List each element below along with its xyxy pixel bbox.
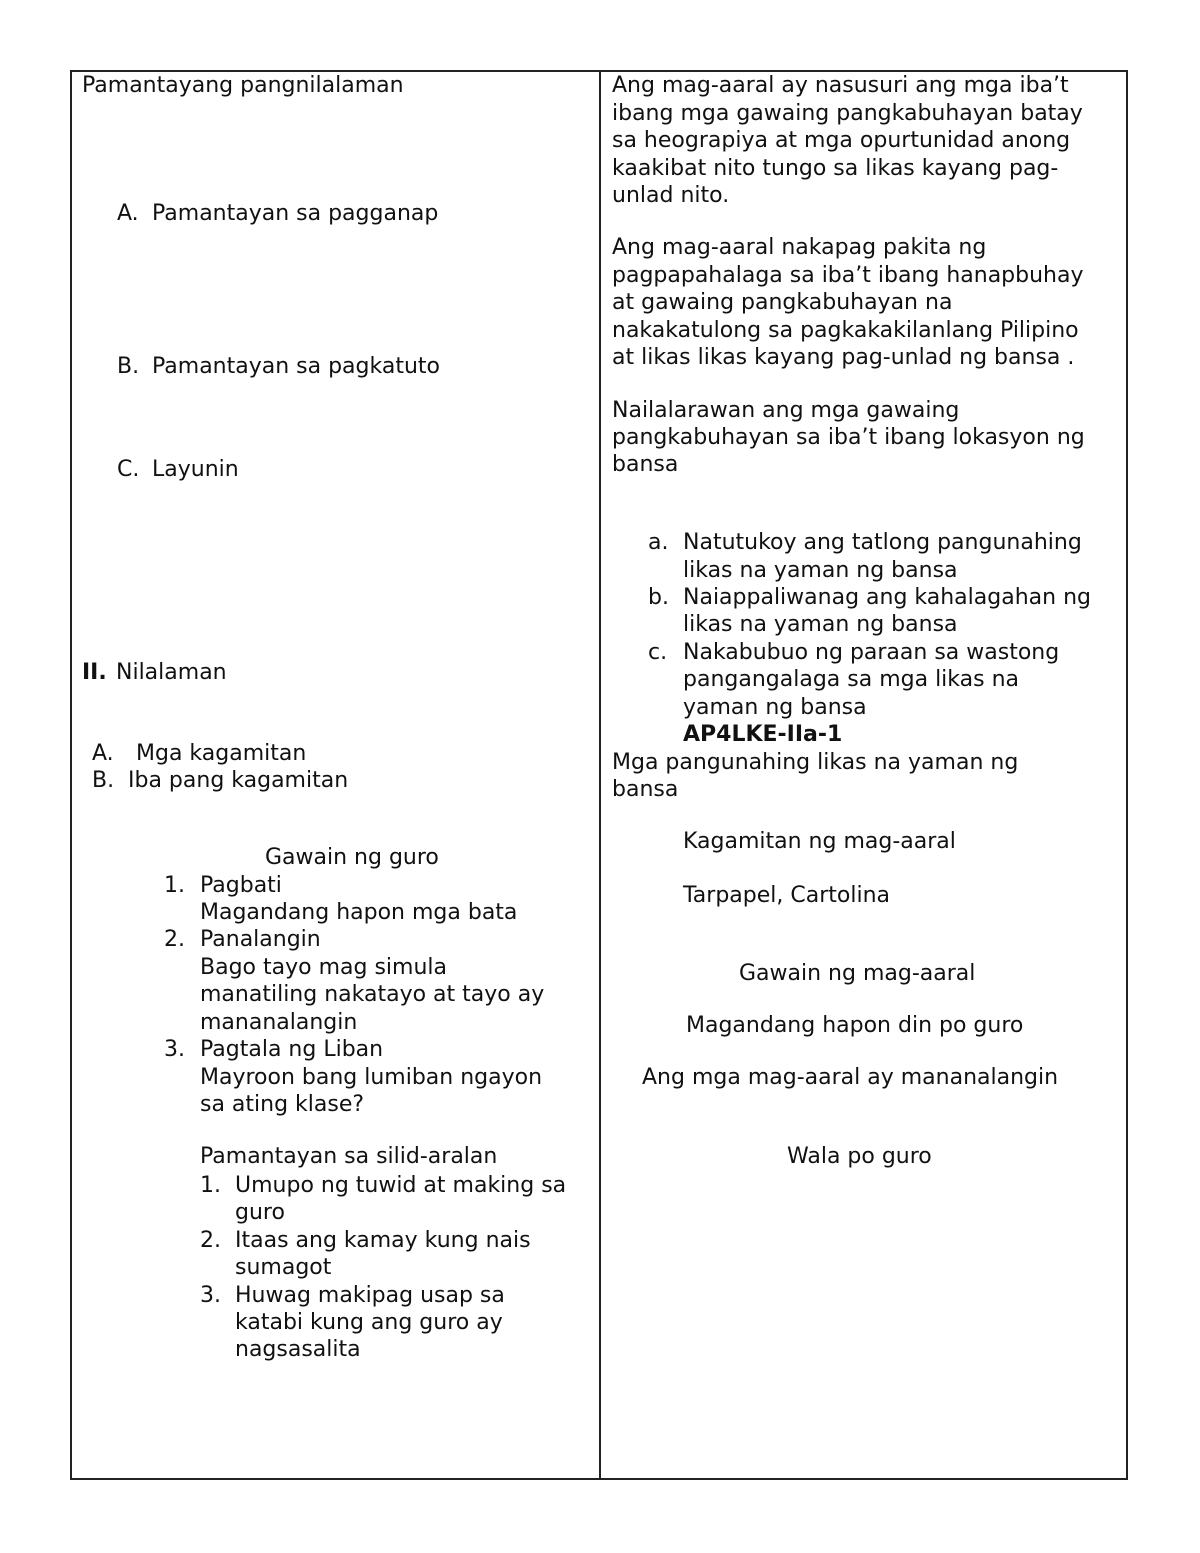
student-materials-label: Kagamitan ng mag-aaral [683,829,956,854]
objective-line: likas na yaman ng bansa [683,558,958,583]
rule-line: Umupo ng tuwid at making sa [235,1173,567,1198]
content-standard-line: Ang mag-aaral ay nasusuri ang mga iba’t [612,73,1069,98]
step-marker: 2. [164,927,185,952]
item-marker: A. [117,201,139,226]
objective-line: pangangalaga sa mga likas na [683,667,1020,692]
content-line: Mga pangunahing likas na yaman ng [612,750,1019,775]
content-line: bansa [612,777,679,802]
objective-line: Naiappaliwanag ang kahalagahan ng [683,585,1091,610]
objective-line: yaman ng bansa [683,695,867,720]
student-materials-items: Tarpapel, Cartolina [683,883,890,908]
rules-title: Pamantayan sa silid-aralan [200,1144,498,1169]
column-divider [599,70,601,1480]
step-line: Pagbati [200,873,282,898]
performance-standard-line: at likas likas kayang pag-unlad ng bansa . [612,345,1075,370]
competency-code: AP4LKE-IIa-1 [683,722,843,747]
objective-marker: a. [648,530,669,555]
student-response: Magandang hapon din po guro [686,1013,1024,1038]
content-standard-line: unlad nito. [612,183,730,208]
section-title: Nilalaman [116,660,227,685]
rule-line: katabi kung ang guro ay [235,1310,503,1335]
rule-line: guro [235,1200,285,1225]
student-response: Ang mga mag-aaral ay mananalangin [642,1065,1059,1090]
content-standard-line: kaakibat nito tungo sa likas kayang pag- [612,156,1059,181]
material-marker: A. [92,741,114,766]
objective-line: Natutukoy ang tatlong pangunahing [683,530,1082,555]
objective-line: likas na yaman ng bansa [683,612,958,637]
material-marker: B. [92,768,115,793]
item-objectives: Layunin [152,457,239,482]
student-activity-title: Gawain ng mag-aaral [739,961,976,986]
step-line: mananalangin [200,1010,358,1035]
performance-standard-line: pagpapahalaga sa iba’t ibang hanapbuhay [612,263,1084,288]
step-line: Bago tayo mag simula [200,955,447,980]
objective-marker: b. [648,585,669,610]
material-item: Mga kagamitan [136,741,307,766]
content-standard-line: sa heograpiya at mga opurtunidad anong [612,128,1071,153]
teacher-activity-title: Gawain ng guro [265,845,439,870]
item-performance-standard: Pamantayan sa pagganap [152,201,439,226]
performance-standard-line: Ang mag-aaral nakapag pakita ng [612,235,987,260]
step-marker: 1. [164,873,185,898]
item-marker: C. [117,457,140,482]
objective-line: Nakabubuo ng paraan sa wastong [683,640,1060,665]
step-line: Panalangin [200,927,321,952]
student-response: Wala po guro [787,1144,932,1169]
rule-line: sumagot [235,1255,332,1280]
material-item: Iba pang kagamitan [128,768,349,793]
performance-standard-line: nakakatulong sa pagkakakilanlang Pilipino [612,318,1079,343]
step-line: Pagtala ng Liban [200,1037,384,1062]
learning-competency-line: pangkabuhayan sa iba’t ibang lokasyon ng [612,425,1085,450]
rule-marker: 2. [200,1228,221,1253]
step-line: Mayroon bang lumiban ngayon [200,1065,543,1090]
left-header: Pamantayang pangnilalaman [82,73,404,98]
rule-line: nagsasalita [235,1337,361,1362]
item-marker: B. [117,354,140,379]
rule-marker: 3. [200,1283,221,1308]
rule-line: Itaas ang kamay kung nais [235,1228,531,1253]
content-standard-line: ibang mga gawaing pangkabuhayan batay [612,101,1083,126]
objective-marker: c. [648,640,668,665]
step-line: Magandang hapon mga bata [200,900,518,925]
item-learning-standard: Pamantayan sa pagkatuto [152,354,440,379]
performance-standard-line: at gawaing pangkabuhayan na [612,290,953,315]
learning-competency-line: Nailalarawan ang mga gawaing [612,398,960,423]
section-number: II. [82,660,107,685]
rule-marker: 1. [200,1173,221,1198]
rule-line: Huwag makipag usap sa [235,1283,505,1308]
learning-competency-line: bansa [612,452,679,477]
step-marker: 3. [164,1037,185,1062]
step-line: manatiling nakatayo at tayo ay [200,982,545,1007]
step-line: sa ating klase? [200,1092,365,1117]
